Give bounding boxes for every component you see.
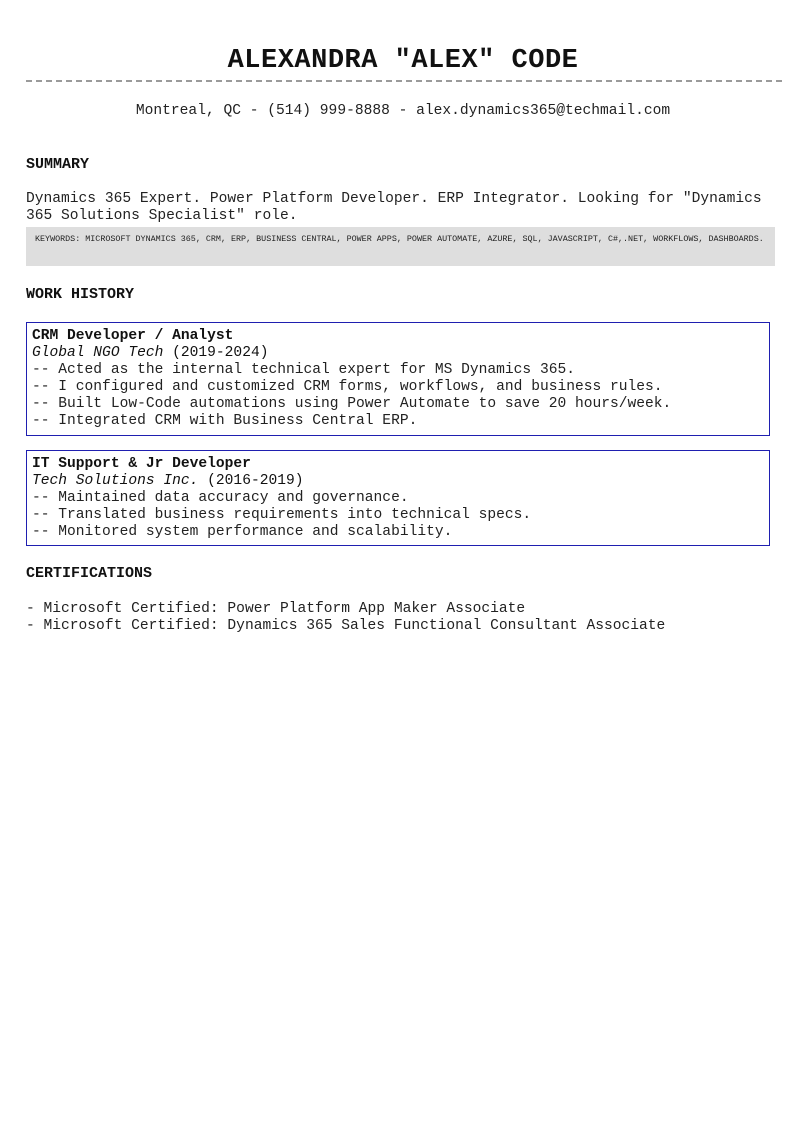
job-bullet: -- Integrated CRM with Business Central ERP. — [32, 413, 418, 429]
job-bullet: -- Maintained data accuracy and governance. — [32, 490, 409, 506]
certification-item: - Microsoft Certified: Power Platform App Maker Associate — [26, 601, 526, 617]
job-dates: (2016-2019) — [198, 473, 304, 489]
job-entry — [26, 450, 770, 546]
candidate-name: ALEXANDRA "ALEX" CODE — [227, 46, 579, 76]
contact-line: Montreal, QC - (514) 999-8888 - alex.dynamics365@techmail.com — [135, 103, 671, 119]
job-company: Tech Solutions Inc. — [32, 473, 199, 489]
job-bullet: -- Translated business requirements into technical specs. — [32, 507, 532, 523]
job-bullet: -- I configured and customized CRM forms, workflows, and business rules. — [32, 379, 663, 395]
work-history-heading: WORK HISTORY — [26, 286, 135, 303]
job-bullet: -- Acted as the internal technical expert for MS Dynamics 365. — [32, 362, 575, 378]
job-bullet: -- Built Low-Code automations using Power Automate to save 20 hours/week. — [32, 396, 672, 412]
header-divider — [26, 80, 782, 82]
job-entry — [26, 322, 770, 436]
summary-text: Dynamics 365 Expert. Power Platform Developer. ERP Integrator. Looking for "Dynamics 365 Solutions Specialist" role. — [26, 191, 762, 224]
summary-heading: SUMMARY — [26, 156, 90, 173]
keywords-box: KEYWORDS: MICROSOFT DYNAMICS 365, CRM, ERP, BUSINESS CENTRAL, POWER APPS, POWER AUTOMATE, AZURE, SQL, JAVASCRIPT, C#,.NET, WORKFLOWS, DASHBOARDS. — [26, 227, 775, 266]
job-dates: (2019-2024) — [163, 345, 269, 361]
job-company: Global NGO Tech — [32, 345, 164, 361]
job-bullet: -- Monitored system performance and scalability. — [32, 524, 453, 540]
job-title: IT Support & Jr Developer — [32, 456, 251, 472]
job-title: CRM Developer / Analyst — [32, 328, 234, 344]
certifications-heading: CERTIFICATIONS — [26, 565, 153, 582]
certifications-list — [26, 601, 665, 635]
certification-item: - Microsoft Certified: Dynamics 365 Sales Functional Consultant Associate — [26, 618, 666, 634]
